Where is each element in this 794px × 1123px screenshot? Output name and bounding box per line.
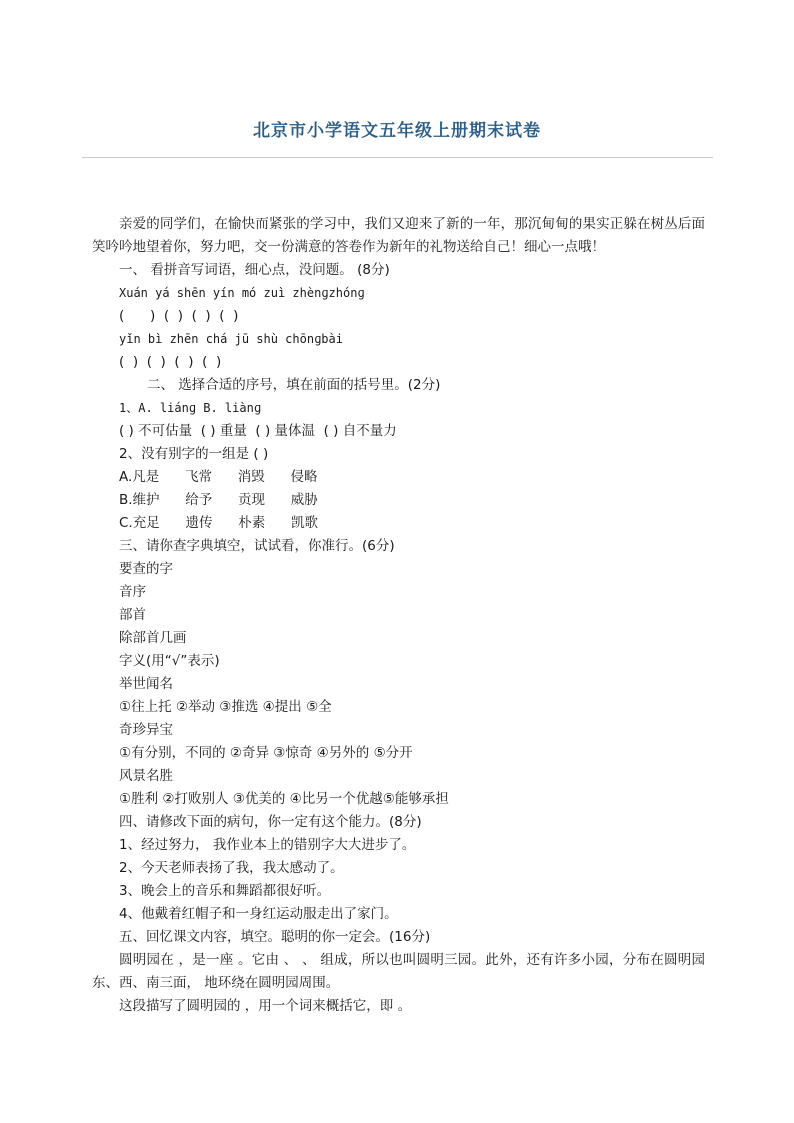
section-3-heading: 三、请你查字典填空，试试看，你准行。(6分) <box>119 538 395 554</box>
pinyin-line-1: Xuán yá shēn yín mó zuì zhènɡzhónɡ <box>119 286 365 300</box>
dict-row-order: 音序 <box>119 584 146 600</box>
section-4-heading: 四、请修改下面的病句，你一定有这个能力。(8分) <box>119 814 422 830</box>
intro-paragraph: 亲爱的同学们，在愉快而紧张的学习中，我们又迎来了新的一年，那沉甸甸的果实正躲在树丛后面笑吟吟地望着你，努力吧，交一份满意的答卷作为新年的礼物送给自己！细心一点哦！ <box>92 216 705 255</box>
dict-row-char: 要查的字 <box>119 561 173 577</box>
option-c: C.充足 遗传 朴素 凯歌 <box>119 515 318 531</box>
option-a: A.凡是 飞常 消毁 侵略 <box>119 469 318 485</box>
answer-brackets-2: ( ) ( ) ( ) ( ) <box>119 354 222 370</box>
sentence-4: 4、他戴着红帽子和一身红运动服走出了家门。 <box>119 906 398 922</box>
pinyin-line-2: yǐn bì zhēn chá jū shù chōnɡbài <box>119 332 343 346</box>
dict-row-meaning: 字义(用“√”表示) <box>119 653 220 669</box>
section-1-heading: 一、 看拼音写词语，细心点，没问题。 (8分) <box>119 262 390 278</box>
sentence-3: 3、晚会上的音乐和舞蹈都很好听。 <box>119 883 331 899</box>
section-2-heading: 二、 选择合适的序号，填在前面的括号里。(2分) <box>147 377 441 393</box>
recall-paragraph-2: 这段描写了圆明园的 ，用一个词来概括它，即 。 <box>119 998 412 1014</box>
recall-paragraph-1: 圆明园在 ，是一座 。它由 、 、 组成，所以也叫圆明三园。此外，还有许多小园，分布在圆明园东、西、南三面， 地环绕在圆明园周围。 <box>92 952 705 991</box>
question-2-1: 1、A. liánɡ B. liànɡ <box>119 401 262 415</box>
question-2-1-options: ( ) 不可估量 ( ) 重量 ( ) 量体温 ( ) 自不量力 <box>119 423 397 439</box>
answer-brackets-1: ( ) ( ) ( ) ( ) <box>119 308 239 324</box>
word-3-options: ①胜利 ②打败别人 ③优美的 ④比另一个优越⑤能够承担 <box>119 791 449 807</box>
word-3: 风景名胜 <box>119 768 173 784</box>
section-5-heading: 五、回忆课文内容，填空。聪明的你一定会。(16分) <box>119 929 431 945</box>
sentence-1: 1、经过努力， 我作业本上的错别字大大进步了。 <box>119 837 416 853</box>
option-b: B.维护 给予 贡现 威胁 <box>119 492 318 508</box>
dict-row-radical: 部首 <box>119 607 146 623</box>
dict-row-strokes: 除部首几画 <box>119 630 187 646</box>
title-divider <box>82 157 713 158</box>
word-2: 奇珍异宝 <box>119 722 173 738</box>
page-title: 北京市小学语文五年级上册期末试卷 <box>253 121 541 141</box>
exam-body <box>92 213 705 1018</box>
question-2-2: 2、没有别字的一组是 ( ) <box>119 446 269 462</box>
word-1-options: ①往上托 ②举动 ③推选 ④提出 ⑤全 <box>119 699 332 715</box>
word-1: 举世闻名 <box>119 676 173 692</box>
sentence-2: 2、今天老师表扬了我，我太感动了。 <box>119 860 344 876</box>
word-2-options: ①有分别，不同的 ②奇异 ③惊奇 ④另外的 ⑤分开 <box>119 745 413 761</box>
